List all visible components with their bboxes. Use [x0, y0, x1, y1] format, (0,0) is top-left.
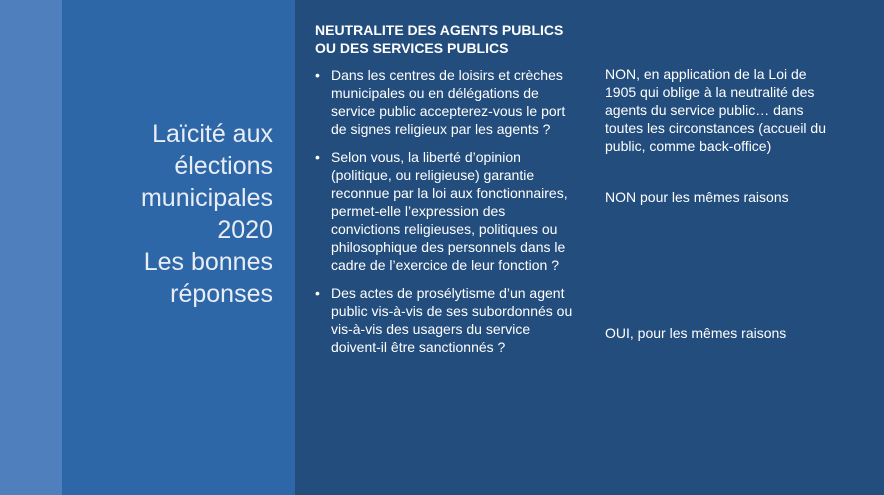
question-list [315, 66, 577, 366]
title-line: réponses [170, 280, 273, 308]
title-line: municipales [140, 184, 273, 212]
section-heading [315, 21, 575, 57]
title-line: Les bonnes [143, 248, 273, 276]
title-line: Laïcité aux [152, 120, 273, 148]
title-panel [62, 0, 295, 495]
answer-text: NON, en application de la Loi de 1905 qui oblige à la neutralité des agents du service public… dans toutes les circonstances (accueil du public, comme back-office) [605, 66, 826, 154]
slide-title [73, 118, 273, 310]
content-panel [295, 0, 884, 495]
answer-text: OUI, pour les mêmes raisons [605, 325, 787, 341]
answer-text: NON pour les mêmes raisons [605, 189, 789, 205]
question-item: • Dans les centres de loisirs et crèches municipales ou en délégations de service public accepterez-vous le port de signes religieux par les agents ? [315, 66, 577, 138]
question-item: • Des actes de prosélytisme d’un agent public vis-à-vis de ses subordonnés ou vis-à-vis des usagers du service doivent-il être sanctionnés ? [315, 284, 577, 356]
heading-line: NEUTRALITE DES AGENTS PUBLICS [315, 22, 564, 38]
title-line: élections [174, 152, 273, 180]
heading-line: OU DES SERVICES PUBLICS [315, 40, 509, 56]
accent-strip [0, 0, 62, 495]
title-line: 2020 [217, 216, 273, 244]
question-item: • Selon vous, la liberté d’opinion (politique, ou religieuse) garantie reconnue par la loi aux fonctionnaires, permet-elle l’expression des convictions religieuses, politiques ou philosophique des personnels dans le cadre de l’exercice de leur fonction ? [315, 148, 577, 274]
